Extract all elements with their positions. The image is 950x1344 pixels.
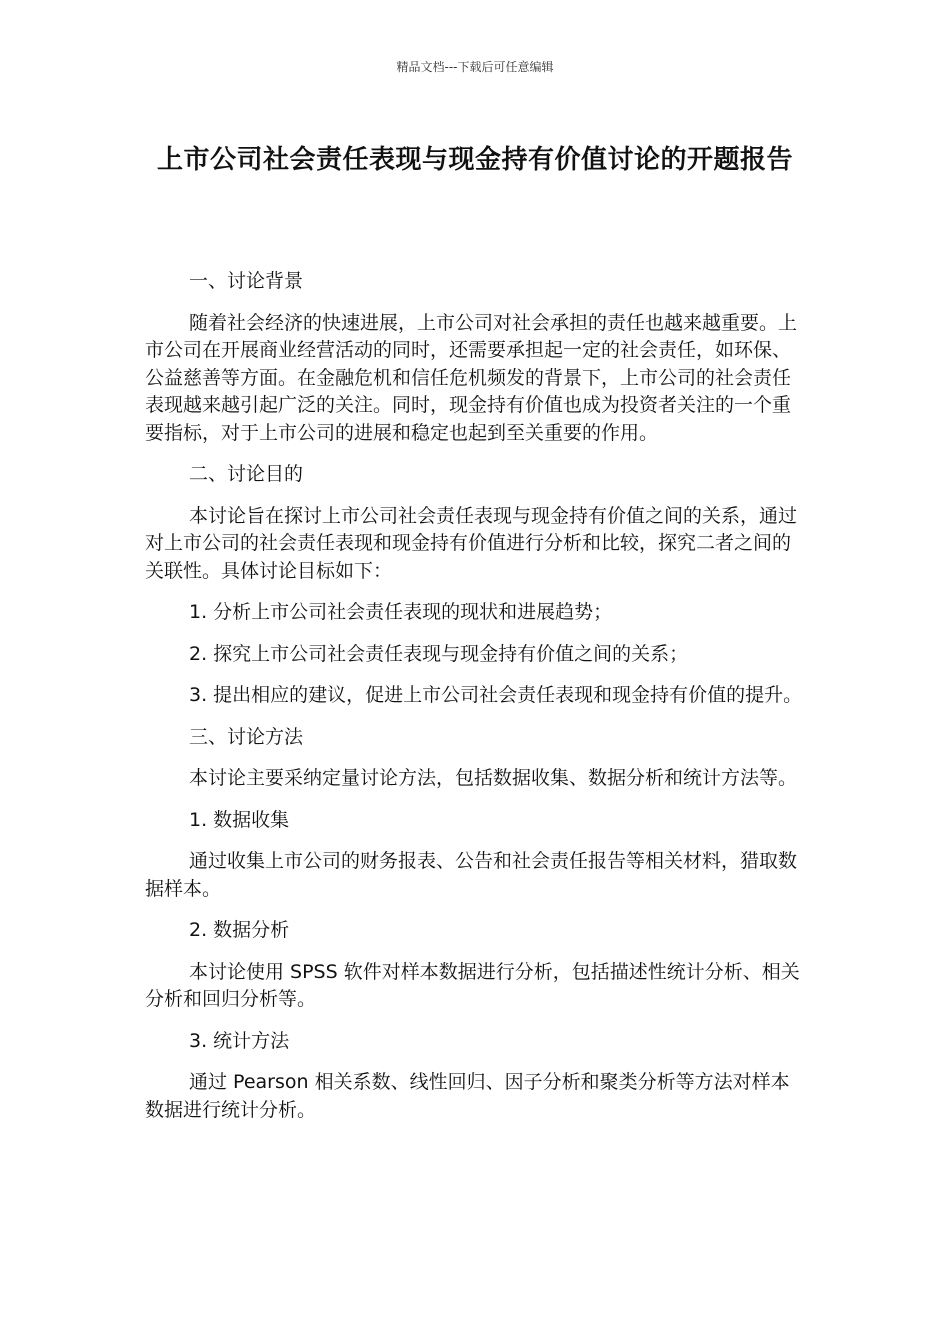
- document-title: 上市公司社会责任表现与现金持有价值讨论的开题报告: [156, 145, 793, 175]
- page-header-watermark: 精品文档---下载后可任意编辑: [396, 60, 554, 74]
- section-heading-purpose: 二、讨论目的: [189, 463, 304, 485]
- paragraph-method: 本讨论主要采纳定量讨论方法，包括数据收集、数据分析和统计方法等。: [189, 767, 798, 789]
- purpose-item-3: 3. 提出相应的建议，促进上市公司社会责任表现和现金持有价值的提升。: [189, 684, 803, 706]
- section-heading-method: 三、讨论方法: [189, 725, 304, 748]
- subheading-statistical-methods: 3. 统计方法: [189, 1029, 290, 1052]
- paragraph-statistical-methods: 通过 Pearson 相关系数、线性回归、因子分析和聚类分析等方法对样本数据进行统计分析。: [145, 1071, 790, 1121]
- subheading-data-analysis: 2. 数据分析: [189, 919, 290, 941]
- purpose-item-2: 2. 探究上市公司社会责任表现与现金持有价值之间的关系；: [189, 642, 689, 665]
- subheading-data-collection: 1. 数据收集: [189, 808, 290, 831]
- paragraph-data-analysis: 本讨论使用 SPSS 软件对样本数据进行分析，包括描述性统计分析、相关分析和回归分析等。: [145, 960, 800, 1010]
- purpose-item-1: 1. 分析上市公司社会责任表现的现状和进展趋势；: [189, 601, 613, 623]
- paragraph-background: 随着社会经济的快速进展，上市公司对社会承担的责任也越来越重要。上市公司在开展商业经营活动的同时，还需要承担起一定的社会责任，如环保、公益慈善等方面。在金融危机和信任危机频发的背景下，上市公司的社会责任表现越来越引起广泛的关注。同时，现金持有价值也成为投资者关注的一个重要指标，对于上市公司的进展和稳定也起到至关重要的作用。: [145, 311, 798, 444]
- document-body: [145, 268, 805, 1138]
- paragraph-purpose: 本讨论旨在探讨上市公司社会责任表现与现金持有价值之间的关系，通过对上市公司的社会责任表现和现金持有价值进行分析和比较，探究二者之间的关联性。具体讨论目标如下：: [145, 504, 798, 582]
- paragraph-data-collection: 通过收集上市公司的财务报表、公告和社会责任报告等相关材料，猎取数据样本。: [145, 850, 798, 900]
- section-heading-background: 一、讨论背景: [189, 270, 304, 292]
